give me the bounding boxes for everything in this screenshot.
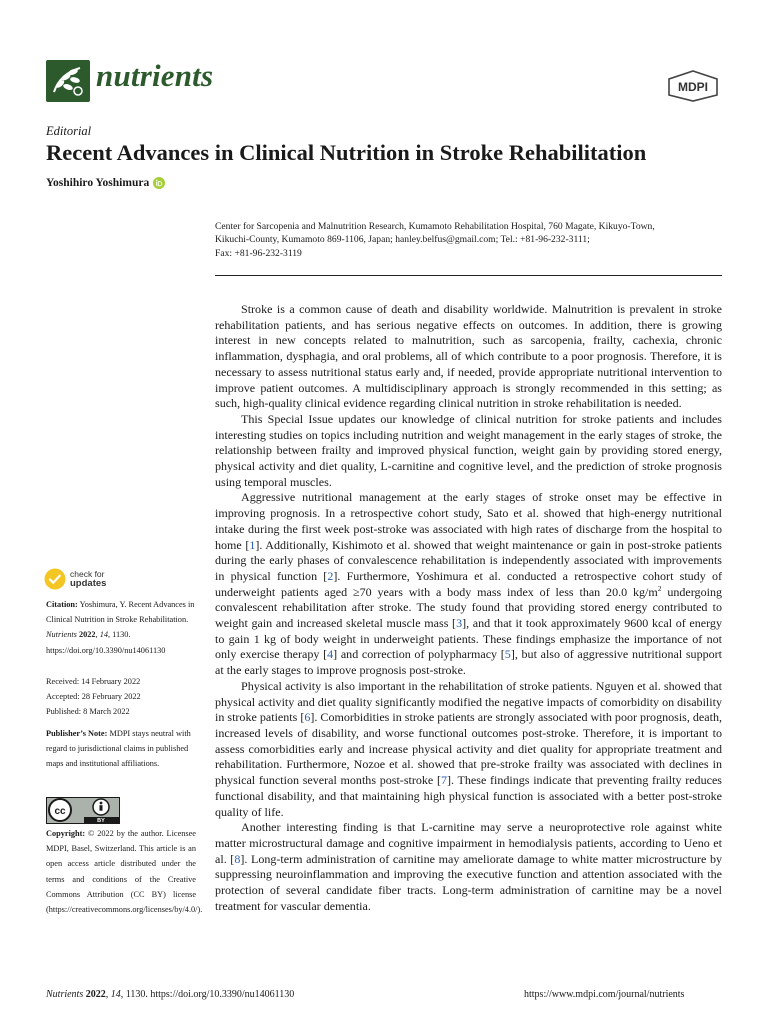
published-date: Published: 8 March 2022 [46,707,130,717]
affiliation-line: Center for Sarcopenia and Malnutrition Research, Kumamoto Rehabilitation Hospital, 760 Magate, Kikuyo-Town, [215,221,655,232]
citation-link[interactable]: 8 [234,851,241,866]
copyright-notice: Copyright: © 2022 by the author. Licensee MDPI, Basel, Switzerland. This article is an open access article distributed under the terms and conditions of the Creative Commons Attribution (CC BY) license (https://creativecommons.org/licenses/by/4.0/). [46,829,203,915]
paragraph: Stroke is a common cause of death and disability worldwide. Malnutrition is prevalent in stroke rehabilitation patients, and has serious negative effects on outcomes. In addition, there is growing interest in new concepts related to malnutrition, such as sarcopenia, frailty, cachexia, chronic inflammation, dysphagia, and oral problems, all of which contribute to a poor prognosis. Therefore, it is necessary to assess nutritional status early and, if needed, provide appropriate nutritional intervention to improve patient outcomes. A multidisciplinary approach is strongly recommended in this setting; as such, high-quality clinical evidence regarding clinical nutrition in stroke rehabilitation is needed. [215,302,722,411]
citation-link[interactable]: 3 [456,616,463,631]
mdpi-logo-icon [666,70,720,102]
check-updates-label: updates [70,578,107,589]
accepted-date: Accepted: 28 February 2022 [46,692,141,702]
svg-text:BY: BY [97,818,105,824]
paragraph: Another interesting finding is that L-carnitine may serve a neuroprotective role against white matter microstructural damage and cognitive impairment in hemodialysis patients, according to Ueno et al. [8]. Long-term administration of carnitine may ameliorate damage to white matter microstructure by suppressing neuroinflammation and improving the executive function and attention associated with the protection of several candidate fiber tracts. Long-term administration of carnitine may be a novel treatment for vascular dementia. [215,820,722,913]
citation-link[interactable]: 1 [249,537,256,552]
citation-link[interactable]: 6 [304,710,311,725]
citation-link[interactable]: 4 [327,647,334,662]
author-line [46,177,165,189]
svg-text:MDPI: MDPI [678,80,708,94]
cc-by-license-icon[interactable] [46,797,120,824]
citation-link[interactable]: 7 [440,773,448,788]
article-title: Recent Advances in Clinical Nutrition in Stroke Rehabilitation [46,140,647,165]
superscript: 2 [657,583,662,593]
check-updates-label: check for [70,568,105,579]
dates-block [46,674,196,720]
check-for-updates-button[interactable] [44,568,106,590]
publisher-note: Publisher’s Note: MDPI stays neutral with regard to jurisdictional claims in published maps and institutional affiliations. [46,729,191,769]
orcid-icon[interactable] [153,177,165,189]
citation-block: Citation: Yoshimura, Y. Recent Advances in Clinical Nutrition in Stroke Rehabilitation. Nutrients 2022, 14, 1130. https://doi.org/10.3390/nu14061130 [46,600,195,655]
paragraph: Physical activity is also important in the rehabilitation of stroke patients. Nguyen et al. showed that physical activity and diet quality significantly modified the negative impacts of comorbidity on disability in stroke patients [6]. Comorbidities in stroke patients are strongly associated with poor prognosis, death, increased levels of disability, and worse functional outcomes post-stroke. Therefore, it is important to assess comorbidities early and increase physical activity and diet quality for appropriate treatment and rehabilitation. Furthermore, Nozoe et al. showed that pre-stroke frailty was associated with declines in physical function several months post-stroke [7]. These findings indicate that preventing frailty reduces functional disability, and that maintaining high physical function is associated with a better post-stroke quality of life. [215,678,723,819]
footer-citation: Nutrients 2022, 14, 1130. https://doi.org/10.3390/nu14061130 [46,989,295,1000]
author-name: Yoshihiro Yoshimura [46,177,150,189]
footer-journal-url[interactable]: https://www.mdpi.com/journal/nutrients [524,989,685,1000]
check-updates-icon [44,568,66,590]
svg-text:cc: cc [54,806,66,817]
paragraph: Aggressive nutritional management at the early stages of stroke onset may be effective in improving prognosis. In a retrospective cohort study, Sato et al. showed that high-energy nutritional intake during the first week post-stroke was associated with high rates of discharge from the hospital to home [1]. Additionally, Kishimoto et al. showed that weight maintenance or gain in post-stroke patients during the early phases of convalescence rehabilitation is independently associated with improvements in physical function [2]. Furthermore, Yoshimura et al. conducted a retrospective cohort study of underweight patients aged ≥70 years with a body mass index of less than 20.0 $kg/m^2$ undergoing convalescent rehabilitation after stroke. The study found that providing stored energy contributed to weight gain and increased skeletal muscle mass [3], and that it took approximately 9600 kcal of energy to gain 1 kg of body weight in underweight patients. These findings emphasize the importance of not only exercise therapy [4] and correction of polypharmacy [5], but also of aggressive nutritional support at the early stages to improve prognosis post-stroke. [215,490,722,678]
journal-logo-icon [46,60,90,102]
affiliation-line: Fax: +81-96-232-3119 [215,247,302,259]
received-date: Received: 14 February 2022 [46,677,141,686]
affiliation-line: Kikuchi-County, Kumamoto 869-1106, Japan; hanley.belfus@gmail.com; Tel.: +81-96-232-3111; [215,234,590,246]
journal-name: nutrients [96,58,214,93]
paragraph: This Special Issue updates our knowledge of clinical nutrition for stroke patients and includes interesting studies on topics including nutrition and weight management in the early stages of stroke, the relationship between frailty and improved physical function, weight gain by providing stored energy, physical activity and diet quality, L-carnitine and cognitive level, and the prediction of stroke prognosis using temporal muscles. [215,411,722,489]
citation-link[interactable]: 5 [504,647,511,662]
article-type: Editorial [46,124,92,138]
divider [215,275,722,276]
citation-link[interactable]: 2 [327,568,334,583]
affiliation [215,220,725,260]
article-body [215,302,722,914]
